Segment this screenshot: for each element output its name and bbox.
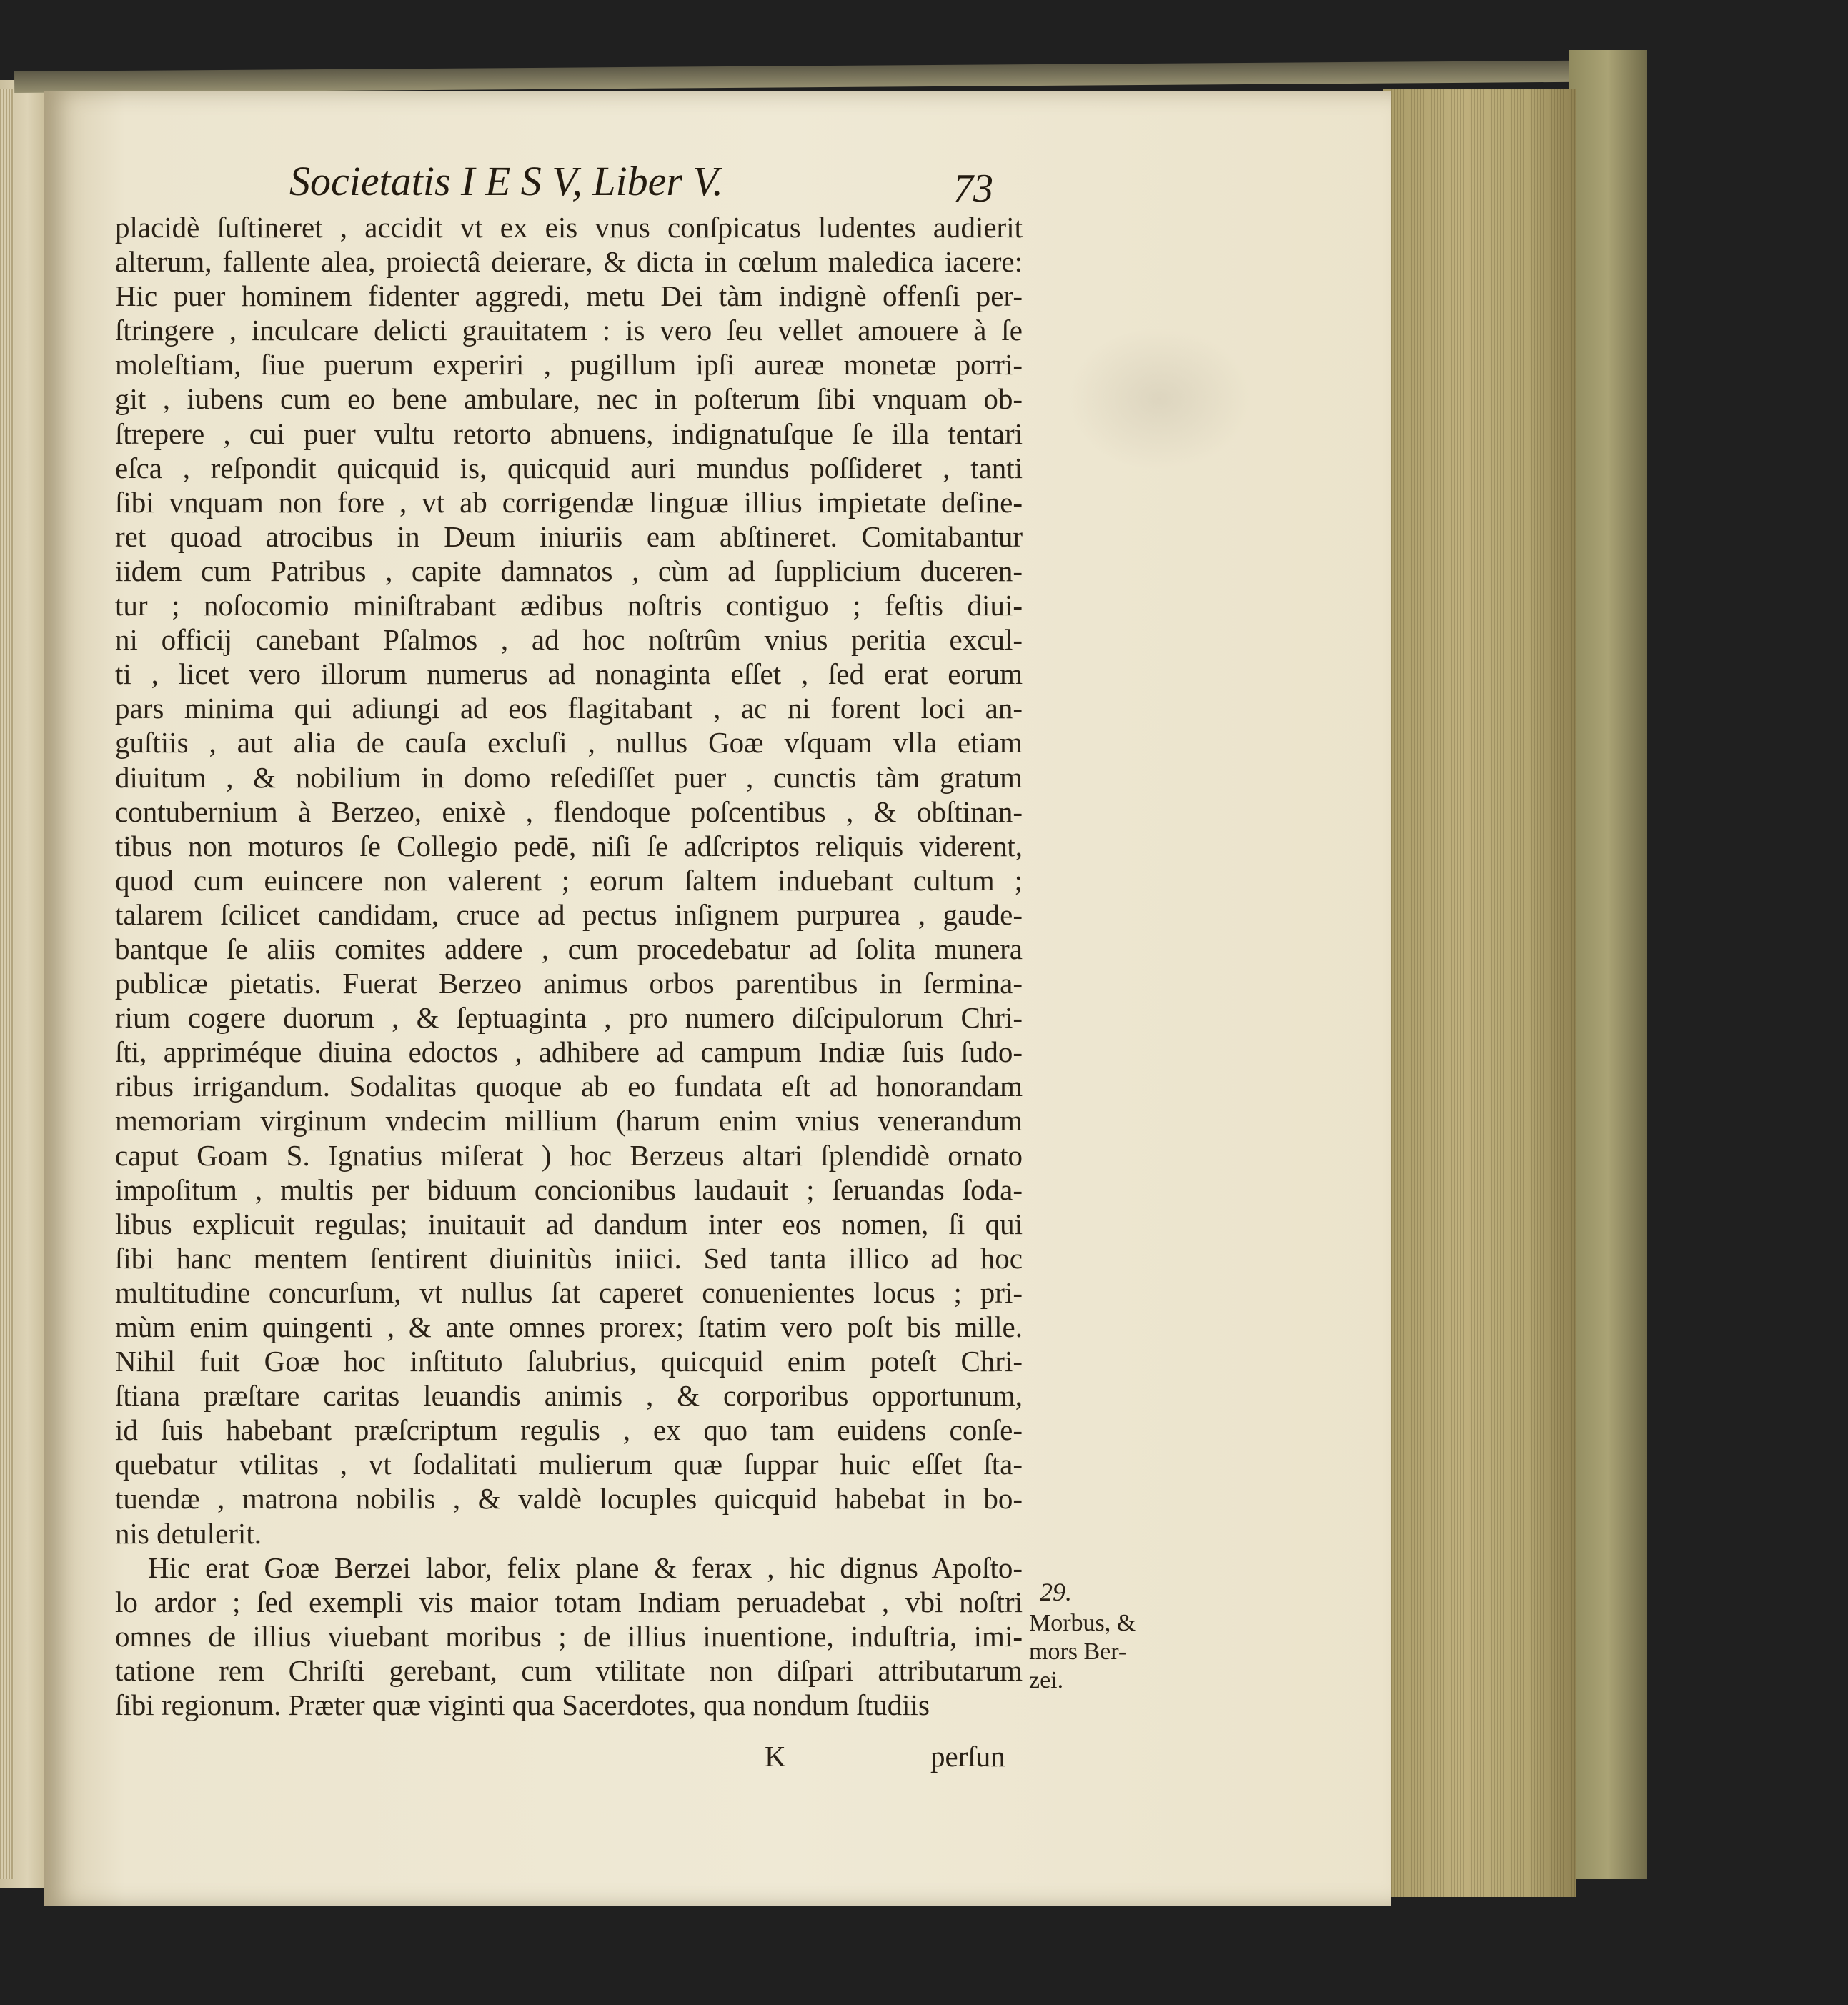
text-line: publicæ pietatis. Fuerat Berzeo animus orbos parentibus in ſermina- [115,967,1023,1000]
text-line: ſibi vnquam non fore , vt ab corrigendæ linguæ illius impietate deſine- [115,485,1023,519]
text-line: ſtringere , inculcare delicti grauitatem : is vero ſeu vellet amouere à ſe [115,314,1023,347]
marginal-section-number: 29. [1040,1578,1072,1606]
text-line: ni officij canebant Pſalmos , ad hoc noſtrûm vnius peritia excul- [115,623,1023,657]
text-line: Hic puer hominem fidenter aggredi, metu Dei tàm indignè offenſi per- [115,279,1023,313]
text-line: talarem ſcilicet candidam, cruce ad pectus inſignem purpurea , gaude- [115,897,1023,931]
text-line: impoſitum , multis per biduum concionibus laudauit ; ſeruandas ſoda- [115,1173,1023,1206]
text-line: git , iubens cum eo bene ambulare, nec in poſterum ſibi vnquam ob- [115,382,1023,416]
text-line: libus explicuit regulas; inuitauit ad dandum inter eos nomen, ſi qui [115,1207,1023,1240]
text-line: ti , licet vero illorum numerus ad nonaginta eſſet , ſed erat eorum [115,657,1023,691]
text-line: ſti, appriméque diuina edoctos , adhibere ad campum Indiæ ſuis ſudo- [115,1035,1023,1069]
text-line: rium cogere duorum , & ſeptuaginta , pro numero diſcipulorum Chri- [115,1001,1023,1035]
page-stack-fore-edge [1383,89,1576,1897]
text-line: mùm enim quingenti , & ante omnes prorex; ſtatim vero poſt bis mille. [115,1310,1023,1343]
text-line: tur ; noſocomio miniſtrabant ædibus noſtris contiguo ; feſtis diui- [115,589,1023,622]
text-line: Hic erat Goæ Berzei labor, felix plane & ferax , hic dignus Apoſto- [148,1551,1023,1584]
text-line: eſca , reſpondit quicquid is, quicquid auri mundus poſſideret , tanti [115,451,1023,484]
marginal-note [1029,1609,1136,1695]
show-through-bleed [1066,327,1252,470]
marginal-note-line: zei. [1029,1667,1064,1693]
text-line: placidè ſuſtineret , accidit vt ex eis vnus conſpicatus ludentes audierit [115,211,1023,244]
text-line: quod cum euincere non valerent ; eorum ſaltem induebant cultum ; [115,863,1023,897]
text-line: ſtrepere , cui puer vultu retorto abnuens, indignatuſque ſe illa tentari [115,417,1023,450]
signature-mark: K [765,1740,786,1773]
book-cover-right-edge [1569,50,1647,1879]
marginal-note-line: Morbus, & [1029,1610,1136,1636]
catchword: perſun [930,1740,1005,1773]
body-text [115,210,1023,1722]
text-line: omnes de illius viuebant moribus ; de illius inuentione, induſtria, imi- [115,1619,1023,1653]
running-title: Societatis I E S V, Liber V. [289,158,723,204]
text-line: guſtiis , aut alia de cauſa excluſi , nullus Goæ vſquam vlla etiam [115,726,1023,760]
text-line: pars minima qui adiungi ad eos flagitabant , ac ni forent loci an- [115,692,1023,725]
text-line: tuendæ , matrona nobilis , & valdè locuples quicquid habebat in bo- [115,1482,1023,1516]
text-line: quebatur vtilitas , vt ſodalitati mulierum quæ ſuppar huic eſſet ſta- [115,1448,1023,1481]
text-line: iidem cum Patribus , capite damnatos , cùm ad ſupplicium duceren- [115,554,1023,587]
book-cover-top-edge [14,60,1636,93]
text-line: Nihil fuit Goæ hoc inſtituto ſalubrius, quicquid enim poteſt Chri- [115,1345,1023,1378]
text-line: ſibi hanc mentem ſentirent diuinitùs iniici. Sed tanta illico ad hoc [115,1241,1023,1275]
text-line: moleſtiam, ſiue puerum experiri , pugillum ipſi aureæ monetæ porri- [115,348,1023,382]
text-line: bantque ſe aliis comites addere , cum procedebatur ad ſolita munera [115,932,1023,965]
text-line: ſibi regionum. Præter quæ viginti qua Sacerdotes, qua nondum ſtudiis [115,1688,930,1722]
text-line: caput Goam S. Ignatius miſerat ) hoc Berzeus altari ſplendidè ornato [115,1138,1023,1172]
marginal-note-line: mors Ber- [1029,1638,1127,1665]
page-number: 73 [953,166,993,211]
left-page-stack [0,89,14,1879]
text-line: diuitum , & nobilium in domo reſediſſet puer , cunctis tàm gratum [115,760,1023,794]
text-line: tatione rem Chriſti gerebant, cum vtilitate non diſpari attributarum [115,1653,1023,1687]
text-line: ſtiana præſtare caritas leuandis animis , & corporibus opportunum, [115,1379,1023,1413]
text-line: id ſuis habebant præſcriptum regulis , ex quo tam euidens conſe- [115,1413,1023,1447]
text-line: ret quoad atrocibus in Deum iniuriis eam abſtineret. Comitabantur [115,519,1023,553]
text-line: lo ardor ; ſed exempli vis maior totam Indiam peruadebat , vbi noſtri [115,1585,1023,1618]
text-line: multitudine concurſum, vt nullus ſat caperet conuenientes locus ; pri- [115,1275,1023,1309]
text-line: alterum, fallente alea, proiectâ deierare, & dicta in cœlum maledica iacere: [115,245,1023,279]
text-line: ribus irrigandum. Sodalitas quoque ab eo fundata eſt ad honorandam [115,1070,1023,1103]
text-line: nis detulerit. [115,1516,262,1550]
text-line: tibus non moturos ſe Collegio pedē, niſi ſe adſcriptos reliquis viderent, [115,829,1023,862]
text-line: contubernium à Berzeo, enixè , flendoque poſcentibus , & obſtinan- [115,795,1023,828]
text-line: memoriam virginum vndecim millium (harum enim vnius venerandum [115,1104,1023,1138]
